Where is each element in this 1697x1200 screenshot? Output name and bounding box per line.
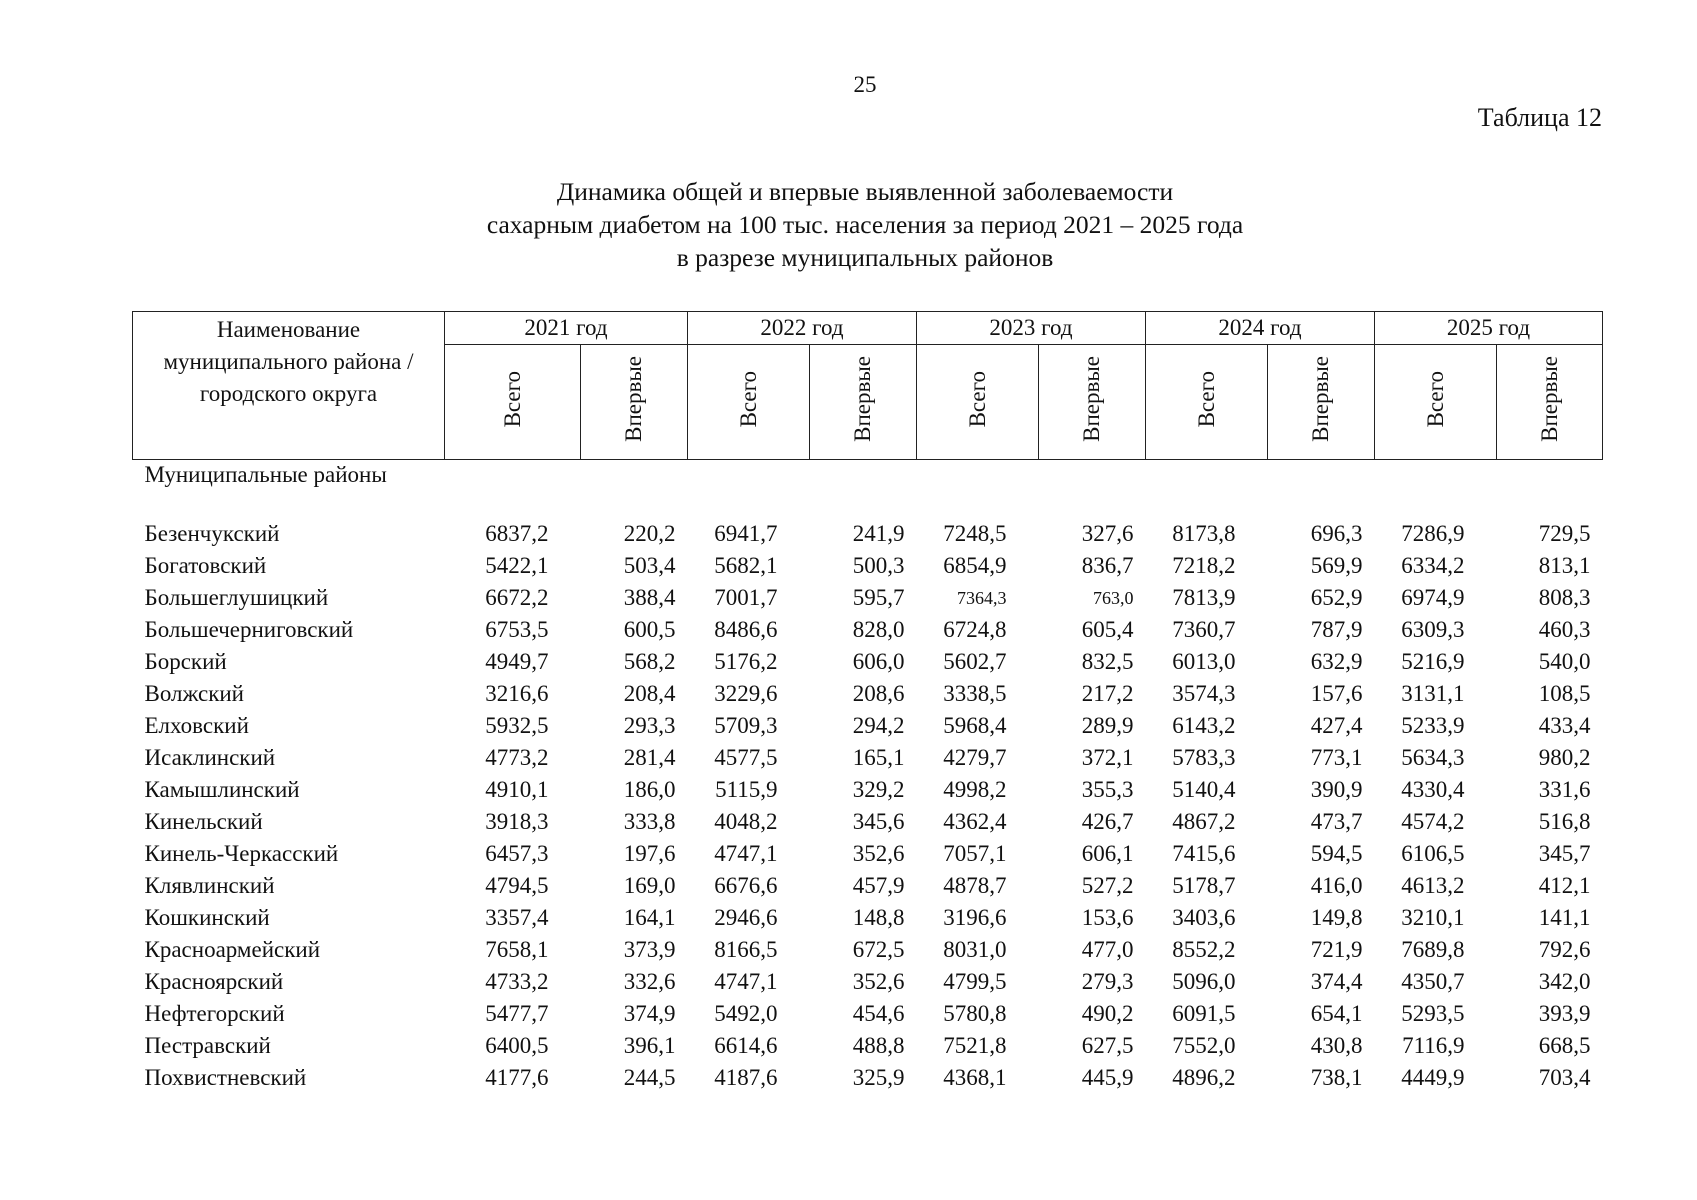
- cell-total: 5096,0: [1172, 969, 1236, 994]
- header-total-2021: Всего: [445, 345, 581, 460]
- cell-total: 8552,2: [1172, 937, 1236, 962]
- cell-total: 6854,9: [943, 553, 1007, 578]
- cell-total: 6941,7: [714, 521, 778, 546]
- cell-new: 427,4: [1310, 713, 1363, 738]
- table-row: [133, 710, 1603, 742]
- cell-total: 5115,9: [715, 777, 778, 802]
- cell-total: 7813,9: [1172, 585, 1236, 610]
- cell-new: 460,3: [1538, 617, 1591, 642]
- cell-total: 4577,5: [714, 745, 778, 770]
- cell-total: 5233,9: [1401, 713, 1465, 738]
- cell-new: 457,9: [852, 873, 905, 898]
- cell-new: 108,5: [1538, 681, 1591, 706]
- cell-new: 477,0: [1081, 937, 1134, 962]
- cell-total: 4350,7: [1401, 969, 1465, 994]
- cell-new: 208,4: [623, 681, 676, 706]
- cell-new: 374,9: [623, 1001, 676, 1026]
- cell-total: 4187,6: [714, 1065, 778, 1090]
- cell-total: 7116,9: [1402, 1033, 1465, 1058]
- cell-new: 632,9: [1310, 649, 1363, 674]
- cell-total: 3216,6: [485, 681, 549, 706]
- cell-total: 6457,3: [485, 841, 549, 866]
- header-year-2023: 2023 год: [917, 312, 1146, 345]
- cell-new: 157,6: [1310, 681, 1363, 706]
- cell-new: 372,1: [1081, 745, 1134, 770]
- cell-total: 3338,5: [943, 681, 1007, 706]
- district-name: Нефтегорский: [144, 1001, 285, 1026]
- header-year-2021: 2021 год: [445, 312, 688, 345]
- cell-total: 4733,2: [485, 969, 549, 994]
- cell-new: 390,9: [1310, 777, 1363, 802]
- cell-new: 289,9: [1081, 713, 1134, 738]
- table-row: [133, 582, 1603, 614]
- cell-new: 600,5: [623, 617, 676, 642]
- header-new-2024: Впервые: [1268, 345, 1375, 460]
- cell-new: 208,6: [852, 681, 905, 706]
- cell-new: 412,1: [1538, 873, 1591, 898]
- cell-new: 197,6: [623, 841, 676, 866]
- cell-new: 329,2: [852, 777, 905, 802]
- cell-total: 5176,2: [714, 649, 778, 674]
- cell-new: 696,3: [1310, 521, 1363, 546]
- cell-total: 3196,6: [943, 905, 1007, 930]
- cell-new: 813,1: [1538, 553, 1591, 578]
- cell-new: 763,0: [1093, 587, 1134, 608]
- cell-total: 7552,0: [1172, 1033, 1236, 1058]
- table-label: Таблица 12: [1477, 103, 1602, 132]
- header-total-2022: Всего: [688, 345, 810, 460]
- cell-total: 5968,4: [943, 713, 1007, 738]
- header-new-2025: Впервые: [1497, 345, 1603, 460]
- section-row: [133, 460, 1603, 497]
- district-name: Кошкинский: [144, 905, 270, 930]
- cell-new: 672,5: [852, 937, 905, 962]
- district-name: Волжский: [144, 681, 244, 706]
- cell-total: 7689,8: [1401, 937, 1465, 962]
- cell-new: 729,5: [1538, 521, 1591, 546]
- cell-total: 5602,7: [943, 649, 1007, 674]
- district-name: Красноярский: [144, 969, 284, 994]
- cell-total: 6309,3: [1401, 617, 1465, 642]
- cell-total: 7218,2: [1172, 553, 1236, 578]
- cell-new: 595,7: [852, 585, 905, 610]
- cell-new: 141,1: [1538, 905, 1591, 930]
- cell-new: 148,8: [852, 905, 905, 930]
- cell-total: 3403,6: [1172, 905, 1236, 930]
- cell-new: 388,4: [623, 585, 676, 610]
- cell-new: 327,6: [1081, 521, 1134, 546]
- cell-new: 606,0: [852, 649, 905, 674]
- cell-new: 426,7: [1081, 809, 1134, 834]
- spacer-row: [133, 496, 1603, 518]
- cell-new: 627,5: [1081, 1033, 1134, 1058]
- cell-new: 220,2: [623, 521, 676, 546]
- cell-new: 668,5: [1538, 1033, 1591, 1058]
- table-row: [133, 806, 1603, 838]
- section-label: Муниципальные районы: [144, 462, 387, 487]
- table-row: [133, 870, 1603, 902]
- cell-total: 3574,3: [1172, 681, 1236, 706]
- cell-total: 5477,7: [485, 1001, 549, 1026]
- cell-total: 4998,2: [943, 777, 1007, 802]
- cell-new: 165,1: [852, 745, 905, 770]
- cell-new: 345,6: [852, 809, 905, 834]
- district-name: Камышлинский: [144, 777, 300, 802]
- cell-total: 5682,1: [714, 553, 778, 578]
- cell-total: 8173,8: [1172, 521, 1236, 546]
- cell-total: 6614,6: [714, 1033, 778, 1058]
- cell-total: 3229,6: [714, 681, 778, 706]
- cell-total: 4279,7: [943, 745, 1007, 770]
- cell-total: 6837,2: [485, 521, 549, 546]
- table-row: [133, 934, 1603, 966]
- cell-new: 393,9: [1538, 1001, 1591, 1026]
- morbidity-table: [132, 311, 1603, 1094]
- header-total-2023: Всего: [917, 345, 1039, 460]
- cell-total: 7521,8: [943, 1033, 1007, 1058]
- cell-new: 293,3: [623, 713, 676, 738]
- cell-new: 808,3: [1538, 585, 1591, 610]
- table-row: [133, 550, 1603, 582]
- cell-total: 3918,3: [485, 809, 549, 834]
- cell-total: 6724,8: [943, 617, 1007, 642]
- cell-new: 516,8: [1538, 809, 1591, 834]
- cell-new: 606,1: [1081, 841, 1134, 866]
- cell-total: 6753,5: [485, 617, 549, 642]
- cell-new: 342,0: [1538, 969, 1591, 994]
- cell-total: 4048,2: [714, 809, 778, 834]
- cell-total: 7057,1: [943, 841, 1007, 866]
- cell-total: 7001,7: [714, 585, 778, 610]
- cell-new: 331,6: [1538, 777, 1591, 802]
- cell-total: 4362,4: [943, 809, 1007, 834]
- district-name: Красноармейский: [144, 937, 320, 962]
- cell-new: 169,0: [623, 873, 676, 898]
- cell-total: 5783,3: [1172, 745, 1236, 770]
- cell-total: 4574,2: [1401, 809, 1465, 834]
- cell-total: 4368,1: [943, 1065, 1007, 1090]
- cell-new: 503,4: [623, 553, 676, 578]
- cell-new: 652,9: [1310, 585, 1363, 610]
- cell-new: 828,0: [852, 617, 905, 642]
- cell-total: 3210,1: [1401, 905, 1465, 930]
- cell-total: 4330,4: [1401, 777, 1465, 802]
- cell-total: 4910,1: [485, 777, 549, 802]
- cell-new: 488,8: [852, 1033, 905, 1058]
- cell-new: 325,9: [852, 1065, 905, 1090]
- cell-total: 4878,7: [943, 873, 1007, 898]
- cell-new: 605,4: [1081, 617, 1134, 642]
- cell-total: 6672,2: [485, 585, 549, 610]
- cell-new: 333,8: [623, 809, 676, 834]
- cell-new: 773,1: [1310, 745, 1363, 770]
- table-row: [133, 774, 1603, 806]
- cell-total: 5634,3: [1401, 745, 1465, 770]
- district-name: Кинельский: [144, 809, 263, 834]
- cell-total: 3131,1: [1401, 681, 1465, 706]
- cell-new: 416,0: [1310, 873, 1363, 898]
- cell-total: 7415,6: [1172, 841, 1236, 866]
- cell-total: 2946,6: [714, 905, 778, 930]
- cell-new: 540,0: [1538, 649, 1591, 674]
- table-title: [0, 175, 1697, 274]
- cell-new: 703,4: [1538, 1065, 1591, 1090]
- table-row: [133, 614, 1603, 646]
- cell-new: 153,6: [1081, 905, 1134, 930]
- cell-total: 5492,0: [714, 1001, 778, 1026]
- cell-total: 6106,5: [1401, 841, 1465, 866]
- district-name: Исаклинский: [144, 745, 276, 770]
- header-name-column: Наименование муниципального района / городского округа: [133, 312, 445, 460]
- cell-total: 6143,2: [1172, 713, 1236, 738]
- title-line-1: Динамика общей и впервые выявленной заболеваемости: [556, 177, 1174, 206]
- district-name: Богатовский: [144, 553, 267, 578]
- cell-new: 149,8: [1310, 905, 1363, 930]
- cell-total: 4773,2: [485, 745, 549, 770]
- cell-new: 454,6: [852, 1001, 905, 1026]
- cell-total: 4177,6: [485, 1065, 549, 1090]
- cell-total: 7286,9: [1401, 521, 1465, 546]
- cell-new: 836,7: [1081, 553, 1134, 578]
- cell-new: 352,6: [852, 841, 905, 866]
- table-row: [133, 902, 1603, 934]
- cell-new: 396,1: [623, 1033, 676, 1058]
- cell-total: 8166,5: [714, 937, 778, 962]
- header-year-2024: 2024 год: [1146, 312, 1375, 345]
- page-number: 25: [853, 72, 877, 97]
- header-year-2025: 2025 год: [1375, 312, 1603, 345]
- cell-total: 5216,9: [1401, 649, 1465, 674]
- table-row: [133, 966, 1603, 998]
- district-name: Борский: [144, 649, 227, 674]
- district-name: Кинель-Черкасский: [144, 841, 339, 866]
- cell-total: 6974,9: [1401, 585, 1465, 610]
- district-name: Большечерниговский: [144, 617, 354, 642]
- cell-total: 5293,5: [1401, 1001, 1465, 1026]
- table-row: [133, 998, 1603, 1030]
- table-row: [133, 518, 1603, 550]
- cell-total: 4949,7: [485, 649, 549, 674]
- table-body: [133, 460, 1603, 1095]
- title-line-3: в разрезе муниципальных районов: [676, 243, 1054, 272]
- cell-total: 6091,5: [1172, 1001, 1236, 1026]
- cell-total: 4799,5: [943, 969, 1007, 994]
- cell-new: 164,1: [623, 905, 676, 930]
- district-name: Похвистневский: [144, 1065, 307, 1090]
- cell-new: 294,2: [852, 713, 905, 738]
- district-name: Большеглушицкий: [144, 585, 329, 610]
- table-row: [133, 838, 1603, 870]
- header-new-2021: Впервые: [581, 345, 688, 460]
- cell-total: 4613,2: [1401, 873, 1465, 898]
- cell-total: 8031,0: [943, 937, 1007, 962]
- table-row: [133, 742, 1603, 774]
- cell-new: 654,1: [1310, 1001, 1363, 1026]
- cell-total: 5178,7: [1172, 873, 1236, 898]
- cell-new: 738,1: [1310, 1065, 1363, 1090]
- cell-total: 7248,5: [943, 521, 1007, 546]
- spacer-cell: [133, 496, 1603, 518]
- header-new-2023: Впервые: [1039, 345, 1146, 460]
- cell-new: 568,2: [623, 649, 676, 674]
- cell-new: 217,2: [1081, 681, 1134, 706]
- cell-total: 6676,6: [714, 873, 778, 898]
- cell-new: 721,9: [1310, 937, 1363, 962]
- cell-new: 980,2: [1538, 745, 1591, 770]
- table-row: [133, 678, 1603, 710]
- cell-total: 7360,7: [1172, 617, 1236, 642]
- district-name: Клявлинский: [144, 873, 275, 898]
- cell-total: 4867,2: [1172, 809, 1236, 834]
- header-total-2025: Всего: [1375, 345, 1497, 460]
- cell-total: 5140,4: [1172, 777, 1236, 802]
- cell-new: 352,6: [852, 969, 905, 994]
- cell-total: 7658,1: [485, 937, 549, 962]
- district-name: Безенчукский: [144, 521, 280, 546]
- header-year-2022: 2022 год: [688, 312, 917, 345]
- cell-new: 527,2: [1081, 873, 1134, 898]
- cell-new: 186,0: [623, 777, 676, 802]
- cell-new: 490,2: [1081, 1001, 1134, 1026]
- cell-new: 345,7: [1538, 841, 1591, 866]
- cell-total: 5422,1: [485, 553, 549, 578]
- cell-total: 4747,1: [714, 841, 778, 866]
- cell-new: 332,6: [623, 969, 676, 994]
- cell-total: 6334,2: [1401, 553, 1465, 578]
- cell-new: 792,6: [1538, 937, 1591, 962]
- cell-new: 787,9: [1310, 617, 1363, 642]
- cell-new: 473,7: [1310, 809, 1363, 834]
- table-row: [133, 1030, 1603, 1062]
- cell-total: 5709,3: [714, 713, 778, 738]
- cell-total: 4449,9: [1401, 1065, 1465, 1090]
- header-total-2024: Всего: [1146, 345, 1268, 460]
- cell-total: 6400,5: [485, 1033, 549, 1058]
- cell-total: 3357,4: [485, 905, 549, 930]
- cell-new: 500,3: [852, 553, 905, 578]
- cell-total: 6013,0: [1172, 649, 1236, 674]
- district-name: Пестравский: [144, 1033, 271, 1058]
- cell-total: 5932,5: [485, 713, 549, 738]
- cell-new: 832,5: [1081, 649, 1134, 674]
- cell-new: 279,3: [1081, 969, 1134, 994]
- cell-new: 244,5: [623, 1065, 676, 1090]
- cell-new: 569,9: [1310, 553, 1363, 578]
- title-line-2: сахарным диабетом на 100 тыс. населения за период 2021 – 2025 года: [486, 210, 1244, 239]
- cell-total: 8486,6: [714, 617, 778, 642]
- district-name: Елховский: [144, 713, 249, 738]
- cell-total: 4747,1: [714, 969, 778, 994]
- cell-new: 433,4: [1538, 713, 1591, 738]
- table-row: [133, 1062, 1603, 1094]
- cell-total: 4794,5: [485, 873, 549, 898]
- table-row: [133, 646, 1603, 678]
- cell-new: 594,5: [1310, 841, 1363, 866]
- cell-new: 430,8: [1310, 1033, 1363, 1058]
- cell-new: 281,4: [623, 745, 676, 770]
- header-new-2022: Впервые: [810, 345, 917, 460]
- cell-total: 7364,3: [957, 587, 1007, 608]
- cell-new: 445,9: [1081, 1065, 1134, 1090]
- cell-new: 373,9: [623, 937, 676, 962]
- cell-new: 374,4: [1310, 969, 1363, 994]
- cell-new: 241,9: [852, 521, 905, 546]
- cell-total: 5780,8: [943, 1001, 1007, 1026]
- cell-new: 355,3: [1081, 777, 1134, 802]
- cell-total: 4896,2: [1172, 1065, 1236, 1090]
